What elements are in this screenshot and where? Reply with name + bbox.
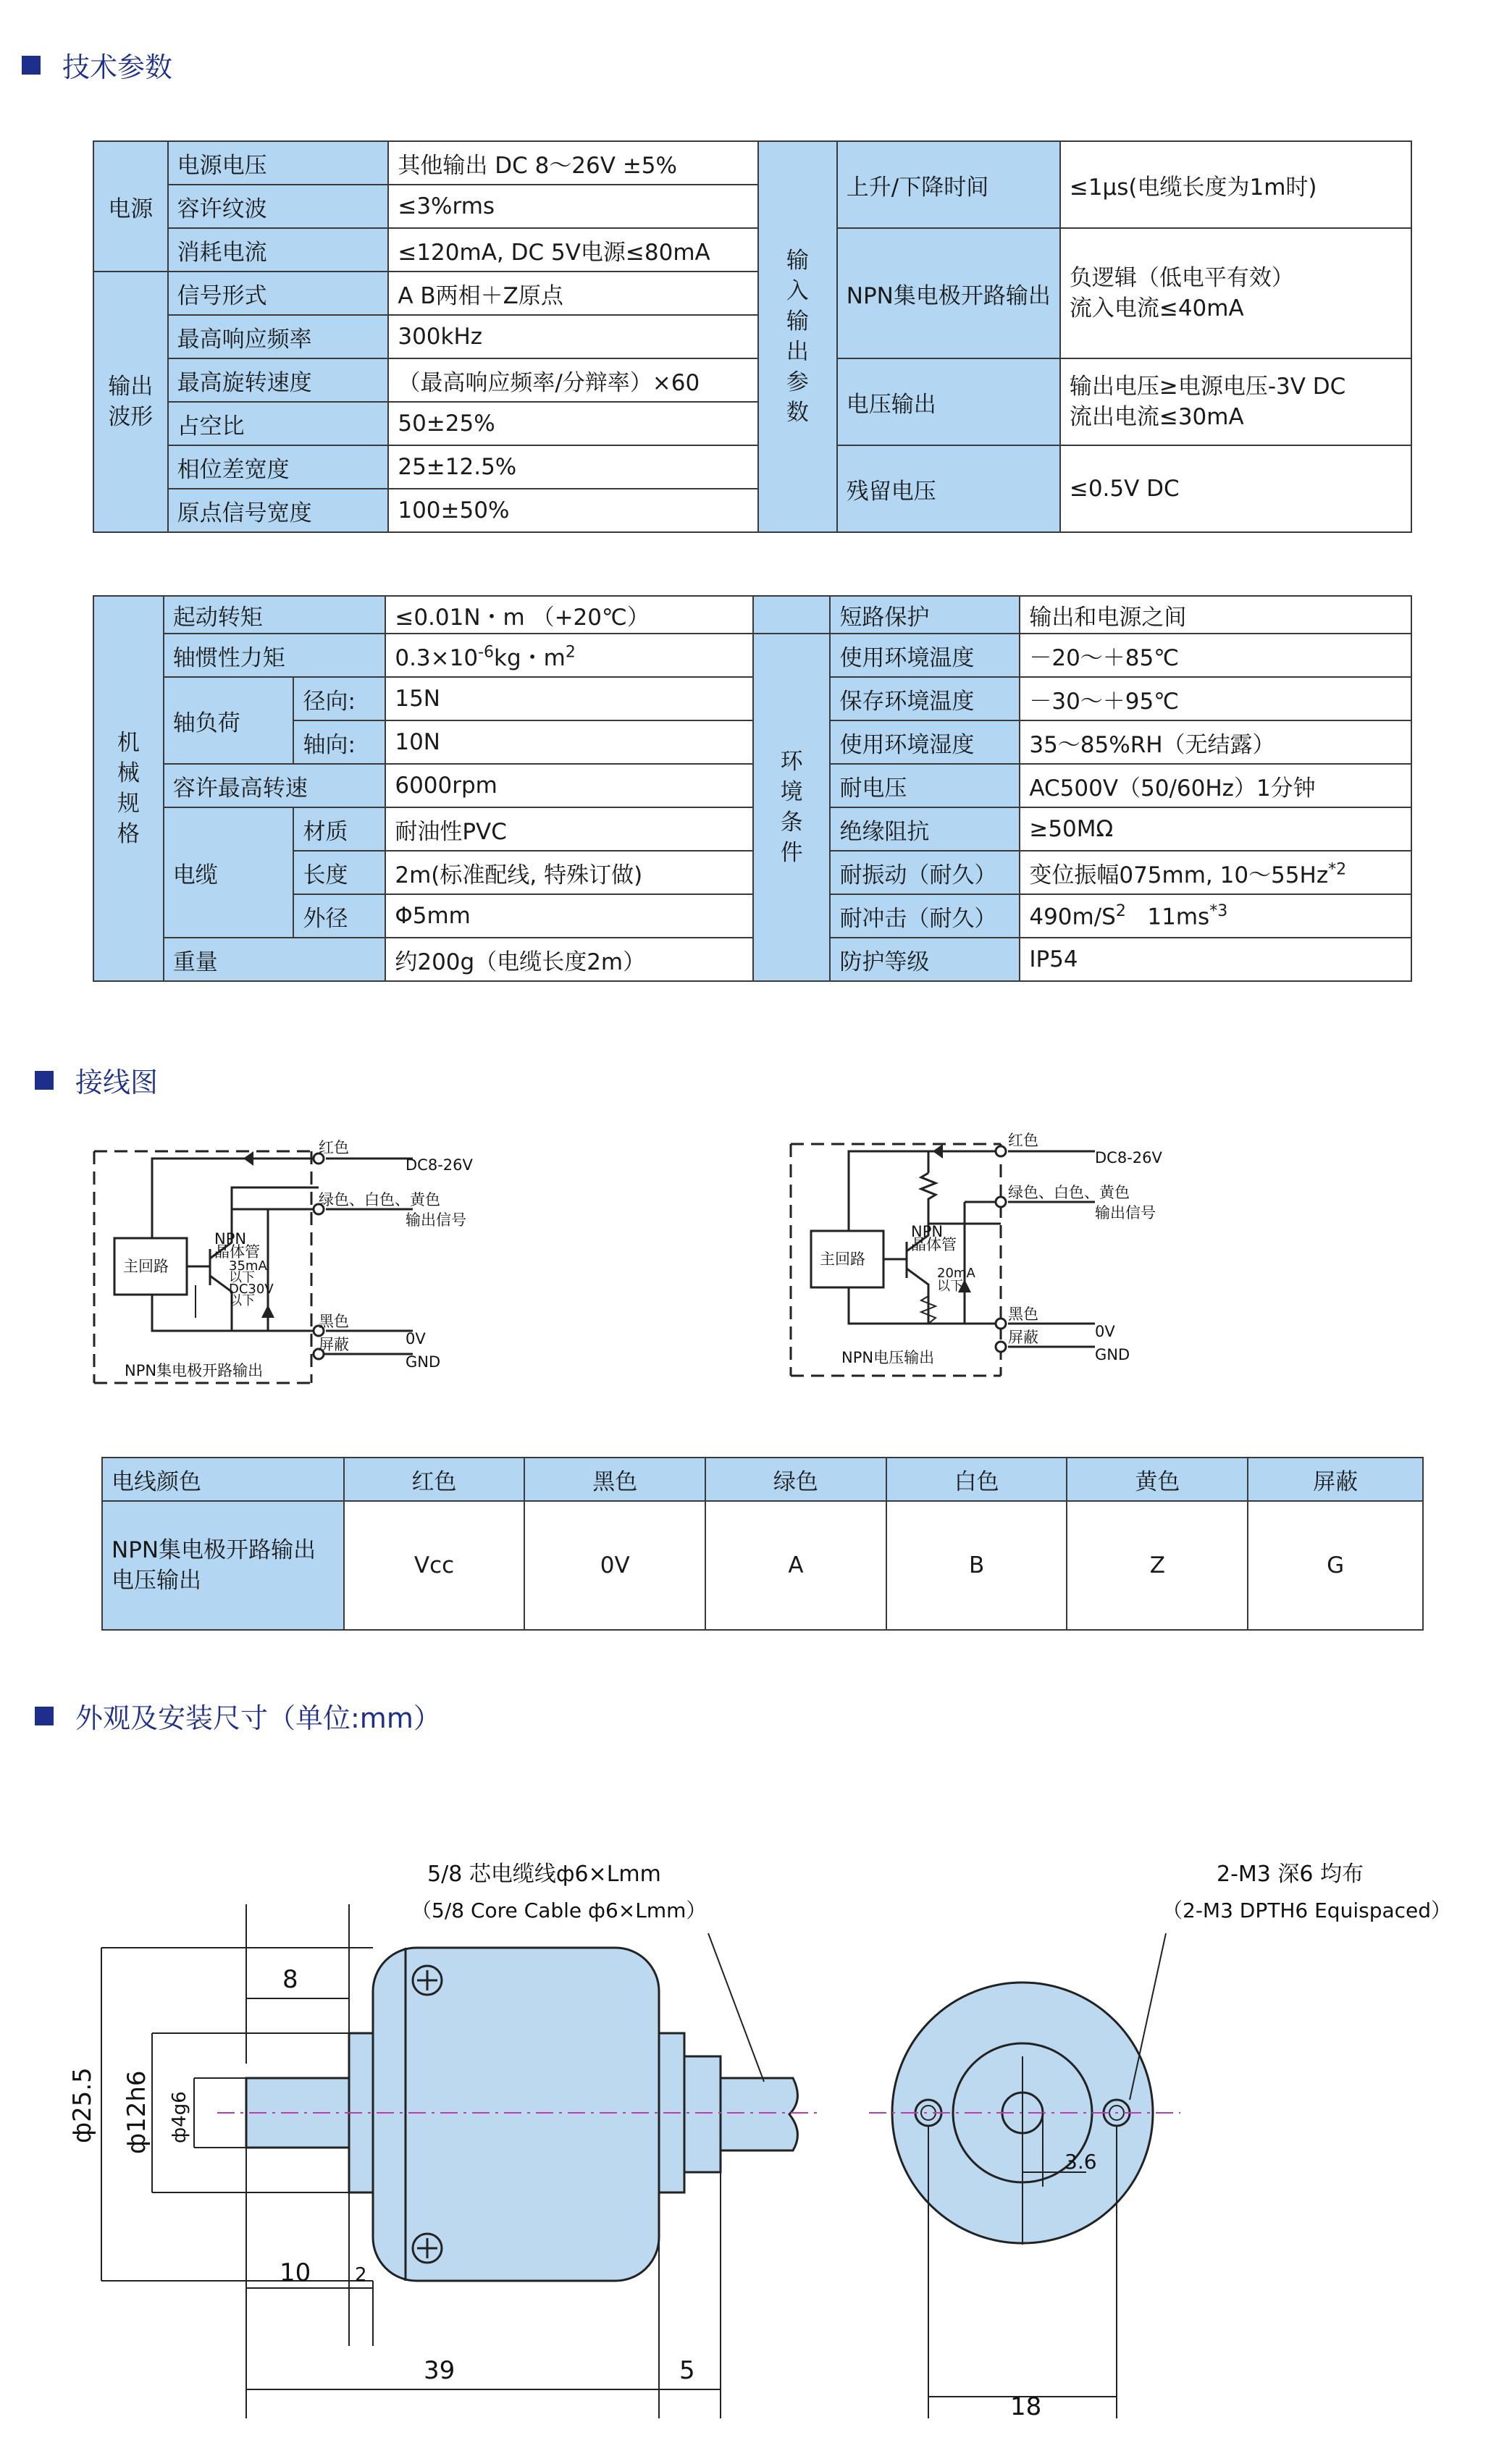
below-label: 以下	[229, 1293, 255, 1308]
gnd-label: GND	[406, 1353, 441, 1371]
section-title: 外观及安装尺寸（单位:mm）	[75, 1702, 441, 1734]
spec-value: 输出电压≥电源电压-3V DC 流出电流≤30mA	[1060, 358, 1411, 445]
cable-label-en: （5/8 Core Cable ф6×Lmm）	[411, 1899, 707, 1922]
cable-gland-nut	[684, 2056, 721, 2172]
spec-value: ≤1μs(电缆长度为1m时)	[1060, 141, 1411, 228]
output-signal-label: 输出信号	[1095, 1204, 1156, 1222]
env-key: 防护等级	[830, 938, 1020, 981]
dim-10: 10	[280, 2258, 311, 2287]
spec-value: 耐油性PVC	[385, 807, 752, 851]
supply-label: DC8-26V	[406, 1156, 473, 1174]
transistor-label: 晶体管	[214, 1243, 260, 1261]
dim-39: 39	[424, 2356, 455, 2385]
wire-value: Vcc	[344, 1501, 525, 1630]
spec-key: 上升/下降时间	[837, 141, 1060, 228]
section-tech-heading	[22, 45, 172, 85]
env-key: 短路保护	[830, 596, 1020, 634]
dim-5: 5	[679, 2356, 695, 2385]
spec-key: 残留电压	[837, 445, 1060, 532]
spec-table-1	[93, 140, 1412, 533]
wire-signal-colors-label: 绿色、白色、黄色	[319, 1191, 440, 1208]
spec-key: 电压输出	[837, 358, 1060, 445]
cable-label-cn: 5/8 芯电缆线ф6×Lmm	[427, 1862, 661, 1887]
holes-label-en: （2-M3 DPTH6 Equispaced）	[1162, 1899, 1452, 1922]
dim-2: 2	[355, 2264, 367, 2286]
section-dims-heading	[35, 1696, 441, 1736]
spec-subkey: 材质	[293, 807, 385, 851]
gnd-label: GND	[1095, 1346, 1130, 1363]
main-circuit-label: 主回路	[123, 1258, 169, 1275]
npn-label: NPN	[214, 1230, 247, 1248]
spec-value: 15N	[385, 677, 752, 720]
section-title: 技术参数	[62, 51, 173, 83]
wire-shield-label: 屏蔽	[1008, 1329, 1038, 1346]
dim-18: 18	[1010, 2392, 1042, 2421]
section-wiring-heading	[35, 1060, 158, 1100]
dimension-drawing	[0, 1839, 1499, 2433]
wire-value: G	[1248, 1501, 1423, 1630]
zero-volt-label: 0V	[1095, 1323, 1115, 1340]
env-key: 绝缘阻抗	[830, 807, 1020, 851]
spec-value: 2m(标准配线, 特殊订做)	[385, 851, 752, 894]
env-value: 变位振幅075mm, 10～55Hz$^{*2}$	[1020, 851, 1411, 894]
env-key: 耐振动（耐久）	[830, 851, 1020, 894]
env-value: $490m/S^2$ $11ms^{*3}$	[1020, 894, 1411, 938]
col-header: 绿色	[705, 1458, 886, 1501]
wire-value: B	[886, 1501, 1067, 1630]
wire-value: Z	[1067, 1501, 1248, 1630]
spec-subkey: 径向:	[293, 677, 385, 720]
voltage-label: DC30V	[229, 1282, 274, 1297]
dim-diameter-12: ф12h6	[122, 2070, 151, 2154]
spec-value: 负逻辑（低电平有效） 流入电流≤40mA	[1060, 228, 1411, 358]
spec-subkey: 长度	[293, 851, 385, 894]
spec-key: 最高响应频率	[168, 315, 389, 358]
spec-key: 相位差宽度	[168, 445, 389, 489]
col-header: 屏蔽	[1248, 1458, 1423, 1501]
section-square-icon	[22, 56, 41, 75]
npn-label: NPN	[911, 1223, 944, 1240]
spec-value: 6000rpm	[385, 764, 752, 807]
group-env: 环 境 条 件	[753, 634, 831, 981]
spec-subkey: 轴向:	[293, 720, 385, 764]
spec-key: 消耗电流	[168, 228, 389, 272]
col-header: 白色	[886, 1458, 1067, 1501]
spec-key: 最高旋转速度	[168, 358, 389, 402]
spec-value: ≤0.5V DC	[1060, 445, 1411, 532]
env-key: 使用环境湿度	[830, 720, 1020, 764]
supply-label: DC8-26V	[1095, 1149, 1162, 1166]
wire-color-table	[101, 1457, 1424, 1631]
spec-key: 轴惯性力矩	[164, 634, 386, 677]
col-header: 红色	[344, 1458, 525, 1501]
dim-3-6: 3.6	[1065, 2150, 1097, 2174]
zero-volt-label: 0V	[406, 1330, 426, 1347]
wiring-diagram-right	[784, 1130, 1290, 1397]
spec-key: 起动转矩	[164, 596, 386, 634]
spec-key: 占空比	[168, 402, 389, 445]
main-circuit-label: 主回路	[820, 1250, 865, 1268]
row-label: NPN集电极开路输出 电压输出	[102, 1501, 344, 1630]
env-value: －30～＋95℃	[1020, 677, 1411, 720]
spec-value: 其他输出 DC 8～26V ±5%	[388, 141, 758, 185]
env-key: 耐电压	[830, 764, 1020, 807]
group-power: 电源	[93, 141, 168, 272]
group-io: 输 入 输 出 参 数	[758, 141, 837, 532]
env-key: 保存环境温度	[830, 677, 1020, 720]
wire-red-label: 红色	[1008, 1132, 1038, 1149]
spec-value: 25±12.5%	[388, 445, 758, 489]
encoder-body	[373, 1948, 659, 2281]
spec-value: ≤120mA, DC 5V电源≤80mA	[388, 228, 758, 272]
wiring-diagram-left	[87, 1137, 594, 1405]
zener-icon	[261, 1305, 274, 1318]
group-env-blank	[753, 596, 831, 634]
wire-red-label: 红色	[319, 1139, 349, 1156]
env-value: 35～85%RH（无结露）	[1020, 720, 1411, 764]
group-output: 输出 波形	[93, 272, 168, 532]
group-mech: 机 械 规 格	[93, 596, 164, 981]
env-value: －20～＋85℃	[1020, 634, 1411, 677]
dim-8: 8	[282, 1965, 298, 1994]
wire-value: 0V	[524, 1501, 705, 1630]
output-type-label: NPN集电极开路输出	[125, 1362, 264, 1379]
spec-key: 容许纹波	[168, 185, 389, 228]
section-title: 接线图	[75, 1067, 159, 1098]
col-header: 黄色	[1067, 1458, 1248, 1501]
spec-value: （最高响应频率/分辩率）×60	[388, 358, 758, 402]
spec-value: 约200g（电缆长度2m）	[385, 938, 752, 981]
spec-value: 100±50%	[388, 489, 758, 532]
spec-key: 原点信号宽度	[168, 489, 389, 532]
spec-value: A B两相＋Z原点	[388, 272, 758, 315]
output-signal-label: 输出信号	[406, 1211, 466, 1229]
spec-value: 300kHz	[388, 315, 758, 358]
spec-value: ≤0.01N・m （+20℃）	[385, 596, 752, 634]
below-label: 以下	[937, 1279, 963, 1294]
spec-value: 10N	[385, 720, 752, 764]
dim-diameter-25-5: ф25.5	[68, 2067, 97, 2143]
spec-table-2	[93, 595, 1412, 982]
spec-key: 电源电压	[168, 141, 389, 185]
env-value: IP54	[1020, 938, 1411, 981]
wire-value: A	[705, 1501, 886, 1630]
col-header: 黑色	[524, 1458, 705, 1501]
spec-subkey: 外径	[293, 894, 385, 938]
spec-key: NPN集电极开路输出	[837, 228, 1060, 358]
current-label: 20mA	[937, 1266, 975, 1281]
spec-key: 重量	[164, 938, 386, 981]
spec-value: $0.3\times 10^{-6}kg$・$m^2$	[385, 634, 752, 677]
current-label: 35mA	[229, 1258, 267, 1274]
dim-diameter-4: ф4g6	[169, 2091, 190, 2143]
wire-shield-label: 屏蔽	[319, 1336, 349, 1353]
env-key: 耐冲击（耐久）	[830, 894, 1020, 938]
wire-signal-colors-label: 绿色、白色、黄色	[1008, 1184, 1130, 1201]
section-square-icon	[35, 1071, 54, 1090]
wire-black-label: 黑色	[1008, 1305, 1038, 1323]
spec-key: 电缆	[164, 807, 294, 938]
cable	[721, 2078, 797, 2150]
col-header: 电线颜色	[102, 1458, 344, 1501]
spec-value: ≤3%rms	[388, 185, 758, 228]
diode-icon	[243, 1151, 253, 1166]
below-label: 以下	[229, 1270, 255, 1285]
env-value: 输出和电源之间	[1020, 596, 1411, 634]
spec-value: 50±25%	[388, 402, 758, 445]
spec-value: Φ5mm	[385, 894, 752, 938]
holes-label-cn: 2-M3 深6 均布	[1217, 1862, 1364, 1887]
spec-key: 信号形式	[168, 272, 389, 315]
env-value: ≥50MΩ	[1020, 807, 1411, 851]
spec-key: 轴负荷	[164, 677, 294, 764]
env-value: AC500V（50/60Hz）1分钟	[1020, 764, 1411, 807]
output-type-label: NPN电压输出	[841, 1349, 935, 1366]
wire-black-label: 黑色	[319, 1313, 349, 1330]
transistor-label: 晶体管	[911, 1236, 957, 1253]
diode-icon	[933, 1144, 943, 1159]
section-square-icon	[35, 1707, 54, 1725]
env-key: 使用环境温度	[830, 634, 1020, 677]
spec-key: 容许最高转速	[164, 764, 386, 807]
